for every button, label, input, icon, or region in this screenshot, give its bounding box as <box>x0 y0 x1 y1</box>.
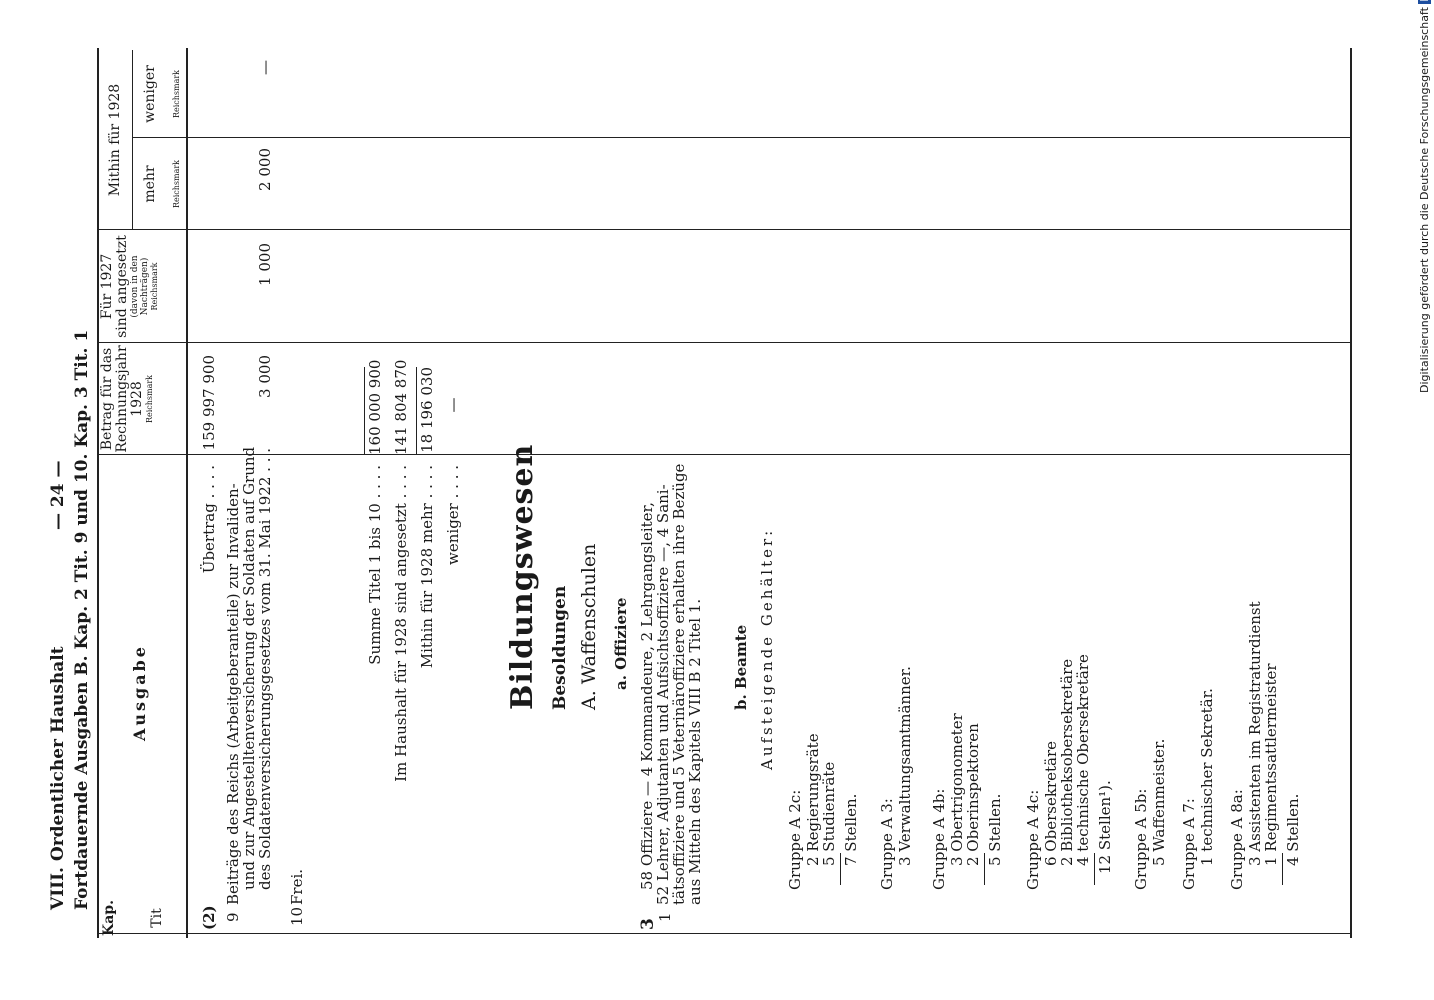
beitraege-line3: des Soldatenversicherungsgesetzes vom 31. Mai 1922 . . . <box>256 447 274 890</box>
beitraege-weniger-value: — <box>256 60 274 75</box>
col-mehr-unit: Reichsmark <box>172 159 181 209</box>
section-title: VIII. Ordentlicher Haushalt <box>48 646 68 910</box>
table-bottom-rule <box>1350 48 1352 938</box>
group-line: 4 technische Obersekretäre <box>1074 654 1092 866</box>
group-title: Gruppe A 8a: <box>1228 789 1246 890</box>
col-betrag-unit: Reichsmark <box>145 374 154 424</box>
group-total: 12 Stellen¹). <box>1096 780 1114 874</box>
page-number: — 24 — <box>48 460 68 530</box>
funding-note <box>1418 8 1434 393</box>
besoldungen-heading: Besoldungen <box>550 585 570 710</box>
group-sum-rule <box>1282 853 1283 885</box>
col-1927-header <box>100 230 159 343</box>
col-betrag-line3: 1928 <box>129 381 145 417</box>
beitraege-mehr-value: 2 000 <box>256 148 274 191</box>
group-title: Gruppe A 3: <box>878 798 896 890</box>
group-line: 2 Bibliotheksobersekretäre <box>1058 658 1076 866</box>
offiziere-line1: 58 Offiziere — 4 Kommandeure, 2 Lehrgangsleiter, <box>638 502 656 890</box>
uebertrag-value: 159 997 900 <box>200 355 218 451</box>
kap3-title: Bildungswesen <box>505 443 540 710</box>
group-line: 5 Studienräte <box>820 761 838 866</box>
col-rule-betrag <box>97 454 1352 455</box>
mithin-under-rule <box>132 50 133 230</box>
beitraege-1928-value: 3 000 <box>256 355 274 398</box>
mithin-weniger-value: — <box>444 397 462 413</box>
table-top-rule <box>97 48 99 938</box>
col-rule-mehr <box>97 229 1352 230</box>
col-1927-line3: (davon in den <box>130 255 140 318</box>
group-title: Gruppe A 4b: <box>930 788 948 890</box>
tit-1-number: 1 <box>656 912 674 922</box>
header-bottom-rule <box>186 48 188 938</box>
col-betrag-line2: Rechnungsjahr <box>114 345 130 453</box>
group-line: 3 Assistenten im Registraturdienst <box>1246 601 1264 866</box>
offiziere-heading: a. Offiziere <box>612 597 630 690</box>
offiziere-line4: aus Mitteln des Kapitels VIII B 2 Titel 1. <box>686 598 704 905</box>
col-kap-label: Kap. <box>101 900 117 936</box>
group-line: 2 Oberinspektoren <box>964 723 982 866</box>
col-ausgabe-label: Ausgabe <box>130 644 149 741</box>
group-title: Gruppe A 4c: <box>1024 789 1042 890</box>
group-line: 3 Obertrigonometer <box>948 713 966 866</box>
group-total: 4 Stellen. <box>1284 793 1302 866</box>
col-weniger-label: weniger <box>142 65 158 123</box>
offiziere-line2: 52 Lehrer, Adjutanten und Aufsichtsoffiziere —, 4 Sani- <box>654 484 672 905</box>
col-rule-1927 <box>97 342 1352 343</box>
beamte-heading: b. Beamte <box>732 624 750 710</box>
group-line: 3 Verwaltungsamtmänner. <box>896 666 914 866</box>
col-1927-line1: Für 1927 <box>99 253 115 320</box>
group-title: Gruppe A 7: <box>1180 798 1198 890</box>
funding-note-label: Digitalisierung gefördert durch die Deutsche Forschungsgemeinschaft <box>1418 7 1431 393</box>
frei-label: Frei. <box>288 868 306 905</box>
col-mehr-label: mehr <box>142 165 158 203</box>
beitraege-line1: Beiträge des Reichs (Arbeitgeberanteile) zur Invaliden- <box>224 483 242 905</box>
group-total: 7 Stellen. <box>842 793 860 866</box>
group-sum-rule <box>840 853 841 885</box>
col-mithin-label: Mithin für 1928 <box>107 83 123 197</box>
col-1927-line2: sind angesetzt <box>114 235 130 338</box>
offiziere-line3: tätsoffiziere und 5 Veterinäroffiziere erhalten ihre Bezüge <box>670 463 688 905</box>
haushalt-label: Im Haushalt für 1928 sind angesetzt . . . . <box>392 465 410 782</box>
group-title: Gruppe A 5b: <box>1132 788 1150 890</box>
col-betrag-line1: Betrag für das <box>99 347 115 451</box>
group-line: 6 Obersekretäre <box>1042 741 1060 866</box>
col-rule-kap <box>97 933 1352 934</box>
group-total: 5 Stellen. <box>986 793 1004 866</box>
group-line: 1 Regimentssattlermeister <box>1262 663 1280 866</box>
uebertrag-label: Übertrag . . . . <box>200 465 218 574</box>
col-tit-label: Tit <box>149 908 165 928</box>
funding-note-text <box>1418 0 1431 393</box>
kap-2-number: (2) <box>200 905 218 930</box>
group-line: 5 Waffenmeister. <box>1150 738 1168 866</box>
group-line: 2 Regierungsräte <box>804 733 822 866</box>
beitraege-line2: und zur Angestelltenversicherung der Soldaten auf Grund <box>240 446 258 890</box>
group-sum-rule <box>1094 853 1095 885</box>
kap-3-number: 3 <box>638 918 658 930</box>
mithin-top-rule <box>416 367 417 455</box>
col-1927-unit: Reichsmark <box>150 262 159 311</box>
summe-top-rule <box>364 367 365 455</box>
mithin-mehr-label: Mithin für 1928 mehr . . . . <box>418 465 436 669</box>
summe-value: 160 000 900 <box>366 359 384 455</box>
summe-label: Summe Titel 1 bis 10 . . . . <box>366 465 384 665</box>
haushalt-value: 141 804 870 <box>392 359 410 455</box>
col-1927-line4: Nachträgen) <box>140 257 150 316</box>
col-weniger-unit: Reichsmark <box>172 69 181 119</box>
group-line: 1 technischer Sekretär. <box>1198 688 1216 866</box>
tit-9-number: 9 <box>224 912 242 922</box>
dfg-logo <box>1418 0 1431 4</box>
mithin-mehr-value: 18 196 030 <box>418 367 436 453</box>
group-title: Gruppe A 2c: <box>786 789 804 890</box>
waffenschulen-heading: A. Waffenschulen <box>578 543 600 710</box>
mithin-weniger-label: weniger . . . . <box>444 465 462 565</box>
col-betrag-header <box>100 343 154 455</box>
beitraege-1927-value: 1 000 <box>256 243 274 286</box>
col-rule-weniger <box>132 137 1352 138</box>
aufsteigende-heading: Aufsteigende Gehälter: <box>758 527 776 770</box>
tit-10-number: 10 <box>288 906 306 926</box>
group-sum-rule <box>984 853 985 885</box>
page-subtitle: Fortdauernde Ausgaben B. Kap. 2 Tit. 9 und 10. Kap. 3 Tit. 1 <box>72 329 92 910</box>
